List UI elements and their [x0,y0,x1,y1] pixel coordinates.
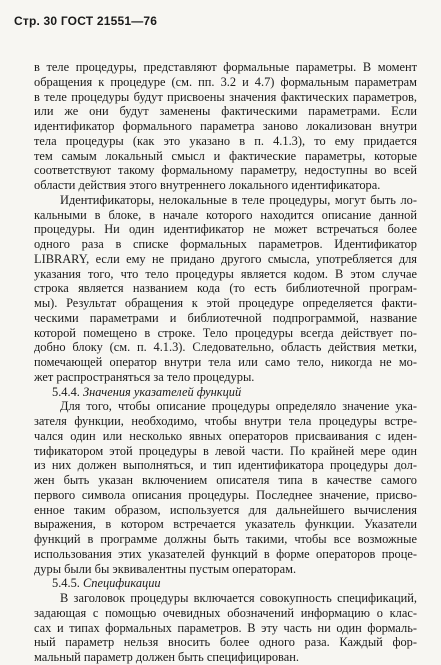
paragraph [34,399,417,576]
text-line: тификатором этой процедуры в левой части. По крайней мере один [34,443,417,458]
text-line: в теле процедуры, представляют формальные параметры. В момент [34,60,417,74]
text-line: енное таким образом, используется для дальнейшего вычисления [34,502,417,517]
text-line: строка является названием кода (то есть библиотечной програм- [34,281,417,296]
text-line: выражения, в котором встречается указатель функции. Указатели [34,517,417,532]
text-line: мы). Результат обращения к этой процедуре определяется факти- [34,296,417,310]
paragraph [34,193,417,385]
text-line: чался один или несколько явных операторов присваивания с иден- [34,428,417,443]
text-line: или же они будут заменены фактическими параметрами. Если [34,104,417,119]
section-heading [34,385,417,400]
paragraph [34,60,417,193]
text-line: добно блоку (см. п. 4.1.3). Следовательно, область действия метки, [34,340,417,355]
text-line: зателя функции, необходимо, чтобы внутри тела процедуры встре- [34,414,417,428]
text-line: одного раза в списке формальных параметров. Идентификатор [34,237,417,251]
section-title: Спецификации [82,576,161,591]
text-line: области действия этого внутреннего локального идентификатора. [34,178,381,192]
text-line: дуры были бы эквивалентны пустым операторам. [34,561,297,576]
text-line: соответствуют такому формальному параметру, недоступны во всей [34,163,417,178]
text-line: в теле процедуры будут присвоены значения фактических параметров, [34,89,417,104]
text-line: идентификатор формального параметра заново локализован внутри [34,119,417,133]
section-title: Значения указателей функций [82,384,242,399]
text-line: указания того, что тело процедуры является кодом. В этом случае [34,266,417,281]
text-line: помечающей оператор внутри тела или само тело, никогда не мо- [34,355,417,369]
text-line: Для того, чтобы описание процедуры определяло значение ука- [60,399,417,414]
text-line: В заголовок процедуры включается совокупность спецификаций, [60,591,417,605]
page-header: Стр. 30 ГОСТ 21551—76 [14,14,158,28]
section-number: 5.4.4. [52,384,83,399]
paragraph [34,591,417,665]
text-line: функций в программе должны быть такими, чтобы все возможные [34,532,417,546]
text-line: LIBRARY, если ему не придано другого смысла, употребляется для [34,251,417,266]
text-line: кальными в блоке, в начале которого находится описание данной [34,207,417,222]
text-line: процедуры. Ни один идентификатор не может встречаться более [34,222,417,237]
section-heading [34,576,417,591]
text-line: Идентификаторы, нелокальные в теле процедуры, могут быть ло- [60,192,417,207]
text-line: ческими параметрами и библиотечной подпрограммой, название [34,310,417,325]
text-line: мальный параметр должен быть специфицирован. [34,650,299,664]
text-line: жет распространяться за тело процедуры. [34,369,255,384]
section-number: 5.4.5. [52,576,83,591]
text-line: которой помещено в строке. Тело процедуры всегда действует по- [34,325,417,340]
text-line: задающая с помощью очевидных обозначений информацию о клас- [34,605,417,620]
text-line: сах и типах формальных параметров. В эту часть ни один формаль- [34,620,417,635]
text-line: ный параметр нельзя вносить более одного раза. Каждый фор- [34,635,417,650]
text-line: из них должен выполняться, и тип идентификатора процедуры дол- [34,458,417,473]
text-line: жен быть указан включением описателя типа в качестве самого [34,473,417,487]
text-line: тем самым локальный смысл и фактические параметры, которые [34,148,417,163]
text-line: первого символа описания процедуры. Последнее значение, присво- [34,487,417,502]
text-line: обращения к процедуре (см. пп. 3.2 и 4.7) формальным параметрам [34,74,417,89]
text-line: тела процедуры (как это указано в п. 4.1.3), то ему придается [34,133,417,148]
text-line: использования этих указателей функций в форме операторов проце- [34,546,417,561]
document-body [34,60,417,665]
